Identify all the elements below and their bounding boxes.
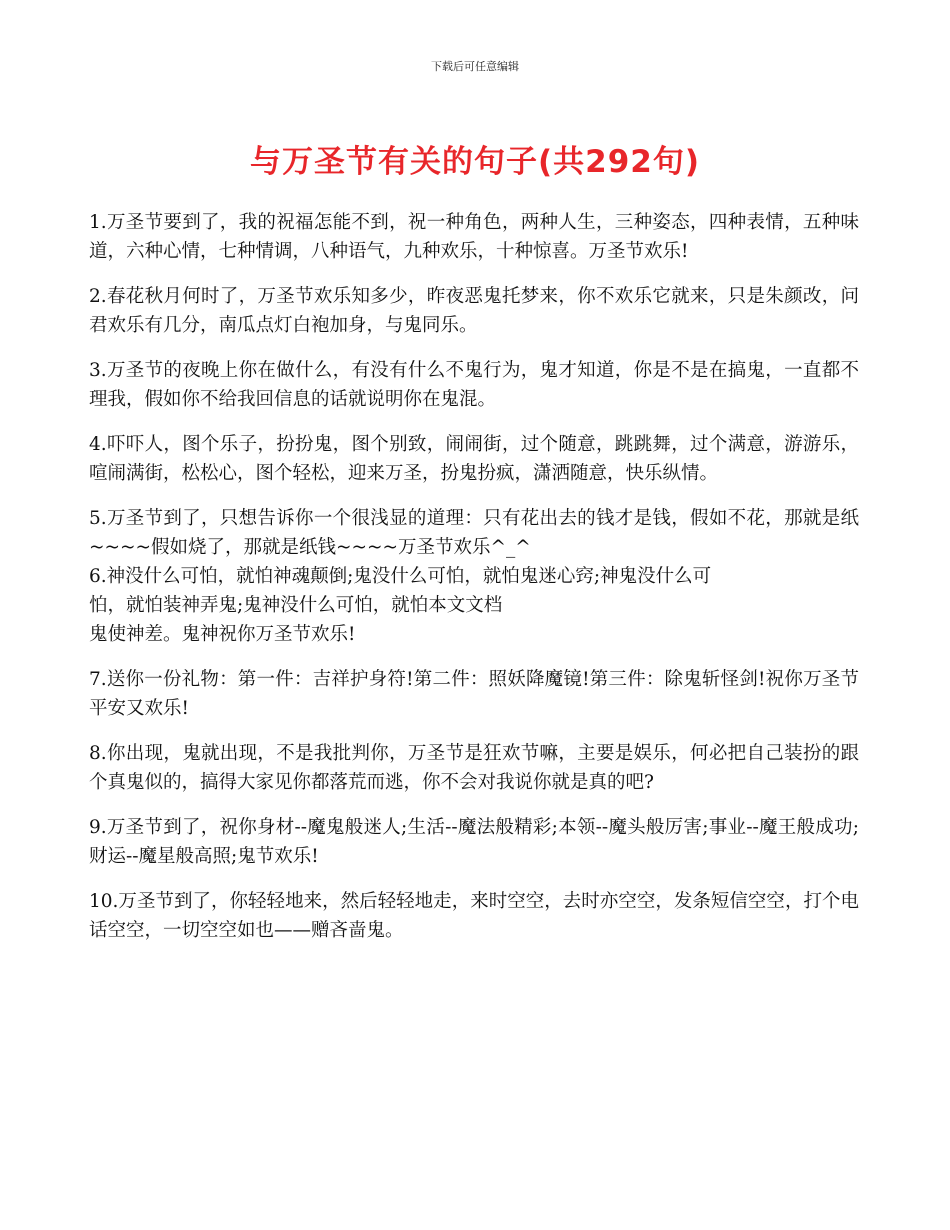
- document-title: 与万圣节有关的句子(共292句): [249, 144, 701, 180]
- paragraph-6-line-3: 鬼使神差。鬼神祝你万圣节欢乐!: [89, 624, 356, 645]
- paragraph-4: 4.吓吓人，图个乐子，扮扮鬼，图个别致，闹闹街，过个随意，跳跳舞，过个满意，游游乐，喧闹满街，松松心，图个轻松，迎来万圣，扮鬼扮疯，潇洒随意，快乐纵情。: [89, 434, 859, 484]
- paragraph-6: [89, 562, 859, 649]
- paragraph-3: 3.万圣节的夜晚上你在做什么，有没有什么不鬼行为，鬼才知道，你是不是在搞鬼，一直都不理我，假如你不给我回信息的话就说明你在鬼混。: [89, 360, 859, 410]
- paragraph-7: 7.送你一份礼物：第一件：吉祥护身符!第二件：照妖降魔镜!第三件：除鬼斩怪剑!祝你万圣节平安又欢乐!: [89, 669, 859, 719]
- header-note: 下载后可任意编辑: [431, 60, 519, 73]
- paragraph-10: 10.万圣节到了，你轻轻地来，然后轻轻地走，来时空空，去时亦空空，发条短信空空，打个电话空空，一切空空如也——赠吝啬鬼。: [89, 891, 859, 941]
- paragraph-8: 8.你出现，鬼就出现，不是我批判你，万圣节是狂欢节嘛，主要是娱乐，何必把自己装扮的跟个真鬼似的，搞得大家见你都落荒而逃，你不会对我说你就是真的吧?: [89, 743, 859, 793]
- paragraph-9: 9.万圣节到了，祝你身材--魔鬼般迷人;生活--魔法般精彩;本领--魔头般厉害;事业--魔王般成功;财运--魔星般高照;鬼节欢乐!: [89, 817, 859, 867]
- document-body: [89, 208, 859, 961]
- paragraph-1: 1.万圣节要到了，我的祝福怎能不到，祝一种角色，两种人生，三种姿态，四种表情，五种味道，六种心情，七种情调，八种语气，九种欢乐，十种惊喜。万圣节欢乐!: [89, 212, 859, 262]
- paragraph-6-line-2: 怕，就怕装神弄鬼;鬼神没什么可怕，就怕本文文档: [89, 595, 503, 616]
- paragraph-5: 5.万圣节到了，只想告诉你一个很浅显的道理：只有花出去的钱才是钱，假如不花，那就是纸~~~~假如烧了，那就是纸钱~~~~万圣节欢乐^_^: [89, 508, 859, 558]
- paragraph-2: 2.春花秋月何时了，万圣节欢乐知多少，昨夜恶鬼托梦来，你不欢乐它就来，只是朱颜改，问君欢乐有几分，南瓜点灯白袍加身，与鬼同乐。: [89, 286, 859, 336]
- paragraph-6-line-1: 6.神没什么可怕，就怕神魂颠倒;鬼没什么可怕，就怕鬼迷心窍;神鬼没什么可: [89, 566, 712, 587]
